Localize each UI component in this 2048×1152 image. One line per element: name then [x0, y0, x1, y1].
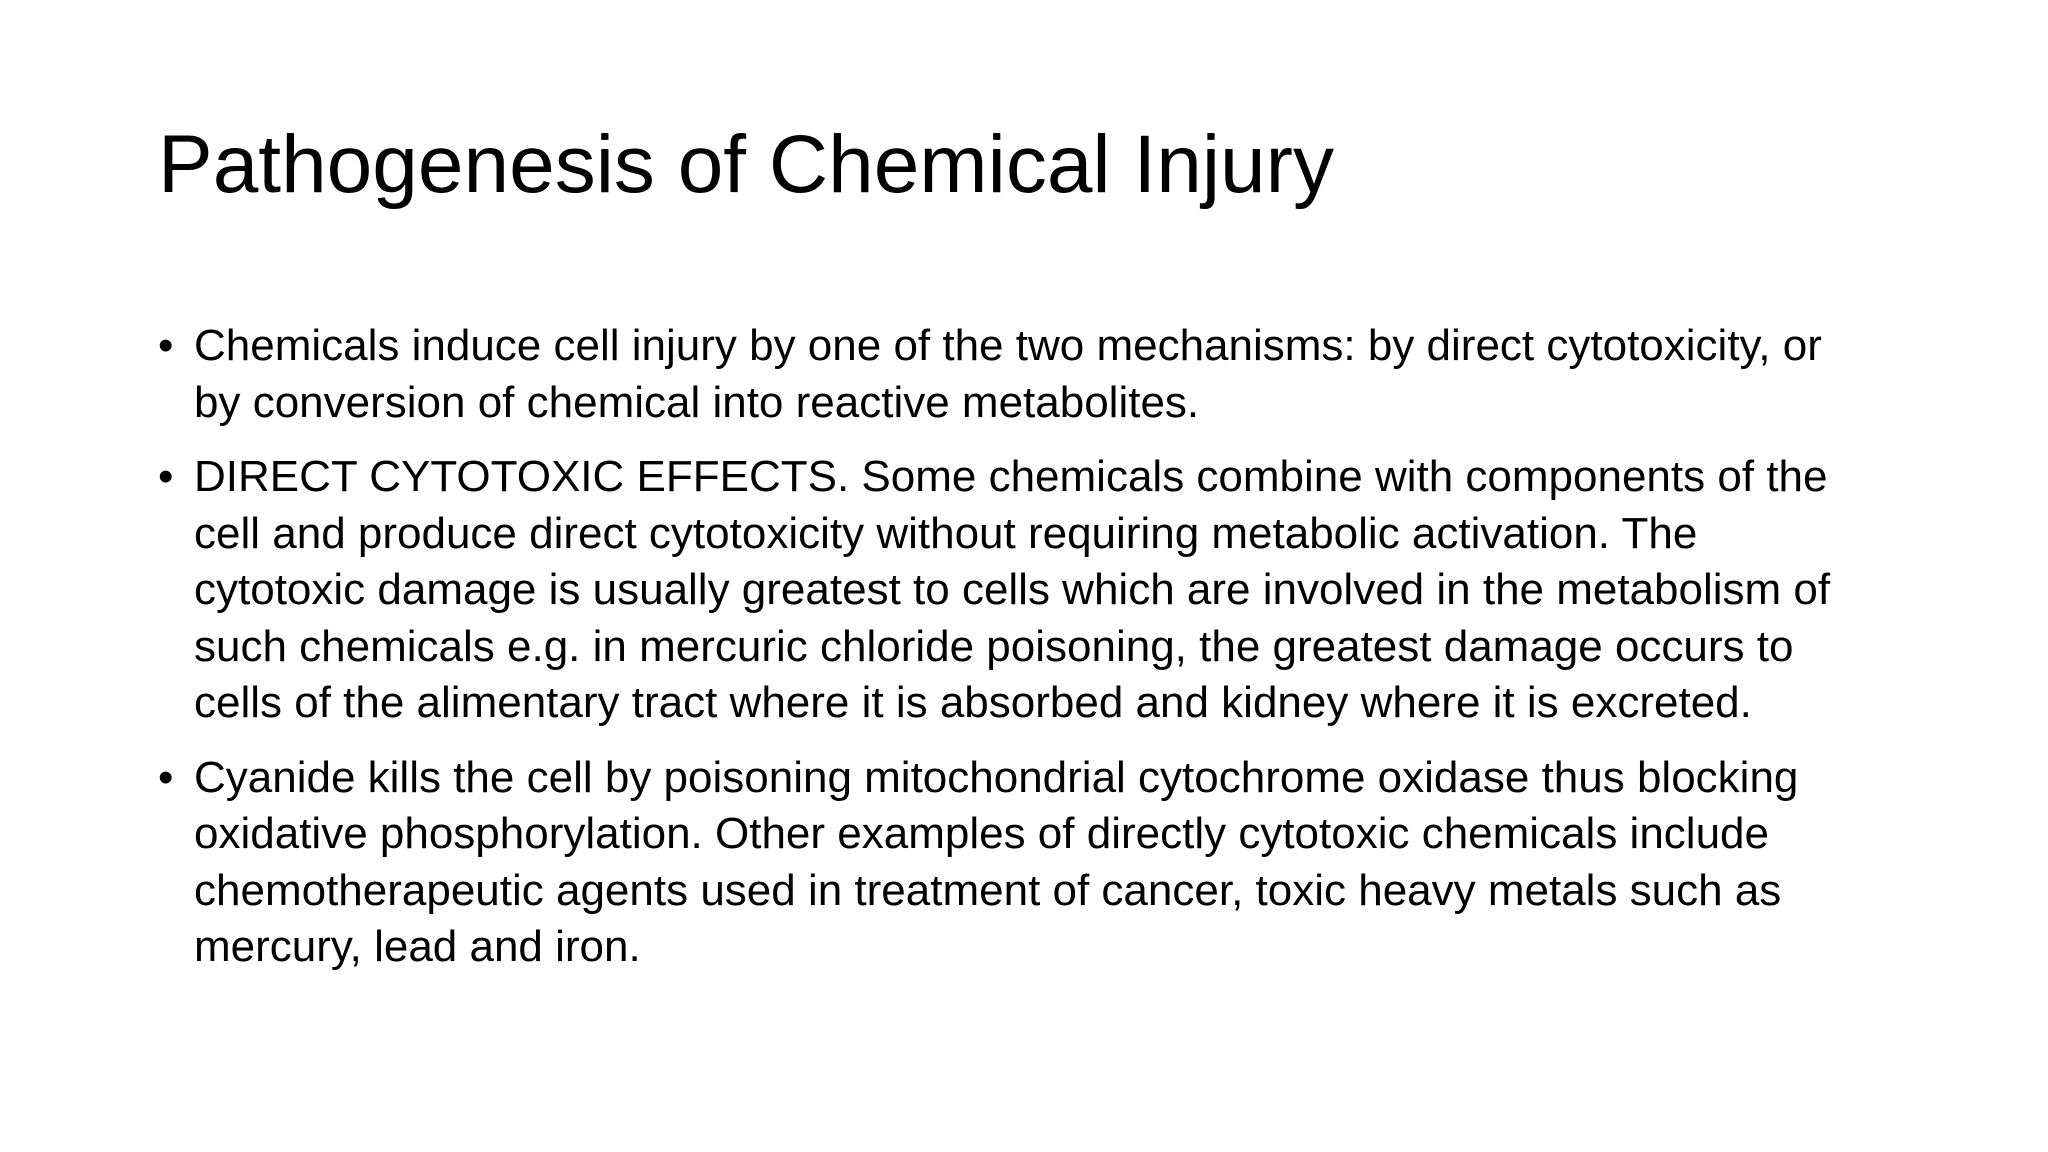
bullet-text: Chemicals induce cell injury by one of the two mechanisms: by direct cytotoxicity, or by conversion of chemical into reactive metabolites. — [194, 321, 1822, 427]
bullet-dot-icon: • — [158, 452, 174, 501]
bullet-dot-icon: • — [158, 752, 174, 802]
bullet-item — [158, 449, 1878, 732]
bullet-text: Cyanide kills the cell by poisoning mitochondrial cytochrome oxidase thus blocking oxidative phosphorylation. Other examples of directly cytotoxic chemicals include chemotherapeutic agents used in treatment of cancer, toxic heavy metals such as mercury, lead and iron. — [194, 752, 1799, 971]
bullet-list — [158, 318, 1878, 994]
bullet-text: DIRECT CYTOTOXIC EFFECTS. Some chemicals combine with components of the cell and produce direct cytotoxicity without requiring metabolic activation. The cytotoxic damage is usually greatest to cells which are involved in the metabolism of such chemicals e.g. in mercuric chloride poisoning, the greatest damage occurs to cells of the alimentary tract where it is absorbed and kidney where it is excreted. — [194, 452, 1831, 727]
bullet-item — [158, 750, 1878, 976]
bullet-item — [158, 318, 1878, 431]
slide-title: Pathogenesis of Chemical Injury — [158, 119, 1334, 210]
bullet-dot-icon: • — [158, 321, 174, 370]
